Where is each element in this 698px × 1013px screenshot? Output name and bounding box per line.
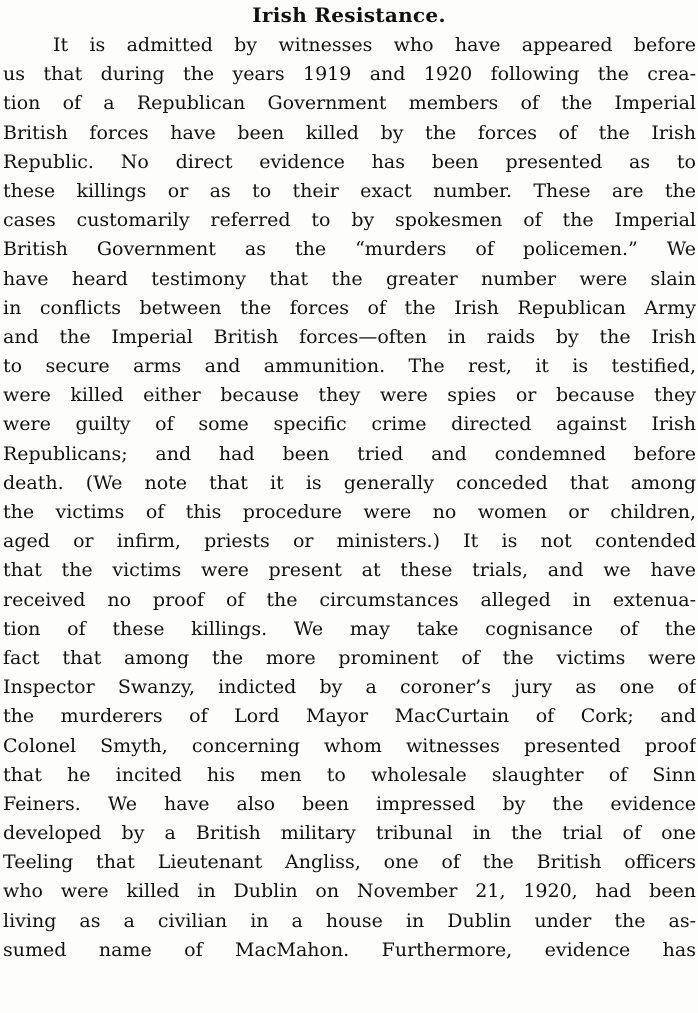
text-line: these killings or as to their exact number. These are the bbox=[3, 179, 696, 202]
text-line: death. (We note that it is generally conceded that among bbox=[3, 471, 696, 494]
text-line: Republicans; and had been tried and condemned before bbox=[3, 442, 696, 465]
text-line: sumed name of MacMahon. Furthermore, evidence has bbox=[3, 938, 696, 961]
text-line: that he incited his men to wholesale slaughter of Sinn bbox=[3, 763, 696, 786]
text-line: fact that among the more prominent of the victims were bbox=[3, 646, 696, 669]
text-line: who were killed in Dublin on November 21, 1920, had been bbox=[3, 880, 696, 903]
text-line: cases customarily referred to by spokesmen of the Imperial bbox=[3, 209, 696, 232]
text-line: living as a civilian in a house in Dublin under the as- bbox=[3, 909, 696, 932]
text-line: developed by a British military tribunal in the trial of one bbox=[3, 822, 696, 845]
text-line: British Government as the “murders of policemen.” We bbox=[3, 238, 696, 261]
text-line: us that during the years 1919 and 1920 following the crea- bbox=[3, 63, 696, 86]
text-line: Teeling that Lieutenant Angliss, one of the British officers bbox=[3, 851, 696, 874]
text-line: tion of these killings. We may take cognisance of the bbox=[3, 617, 696, 640]
text-line: British forces have been killed by the forces of the Irish bbox=[3, 121, 696, 144]
text-line: were killed either because they were spies or because they bbox=[3, 384, 696, 407]
section-heading: Irish Resistance. bbox=[252, 3, 446, 27]
text-line: the victims of this procedure were no women or children, bbox=[3, 501, 696, 523]
text-line: the murderers of Lord Mayor MacCurtain of Cork; and bbox=[3, 705, 696, 728]
text-line: Feiners. We have also been impressed by the evidence bbox=[3, 792, 696, 815]
text-line: Inspector Swanzy, indicted by a coroner’s jury as one of bbox=[3, 676, 696, 699]
text-line: have heard testimony that the greater number were slain bbox=[3, 267, 696, 290]
text-line: tion of a Republican Government members of the Imperial bbox=[3, 92, 696, 115]
text-line: Republic. No direct evidence has been presented as to bbox=[3, 150, 696, 173]
text-line: It is admitted by witnesses who have appeared before bbox=[53, 34, 696, 56]
text-line: to secure arms and ammunition. The rest, it is testified, bbox=[3, 355, 696, 378]
text-line: and the Imperial British forces—often in raids by the Irish bbox=[3, 325, 696, 348]
text-line: that the victims were present at these trials, and we have bbox=[3, 559, 696, 582]
text-line: in conflicts between the forces of the Irish Republican Army bbox=[3, 296, 696, 319]
body-paragraph bbox=[3, 31, 696, 965]
text-line: were guilty of some specific crime directed against Irish bbox=[3, 413, 696, 436]
text-line: aged or infirm, priests or ministers.) It is not contended bbox=[3, 530, 696, 553]
text-line: Colonel Smyth, concerning whom witnesses presented proof bbox=[3, 734, 696, 757]
text-line: received no proof of the circumstances alleged in extenua- bbox=[3, 588, 696, 611]
